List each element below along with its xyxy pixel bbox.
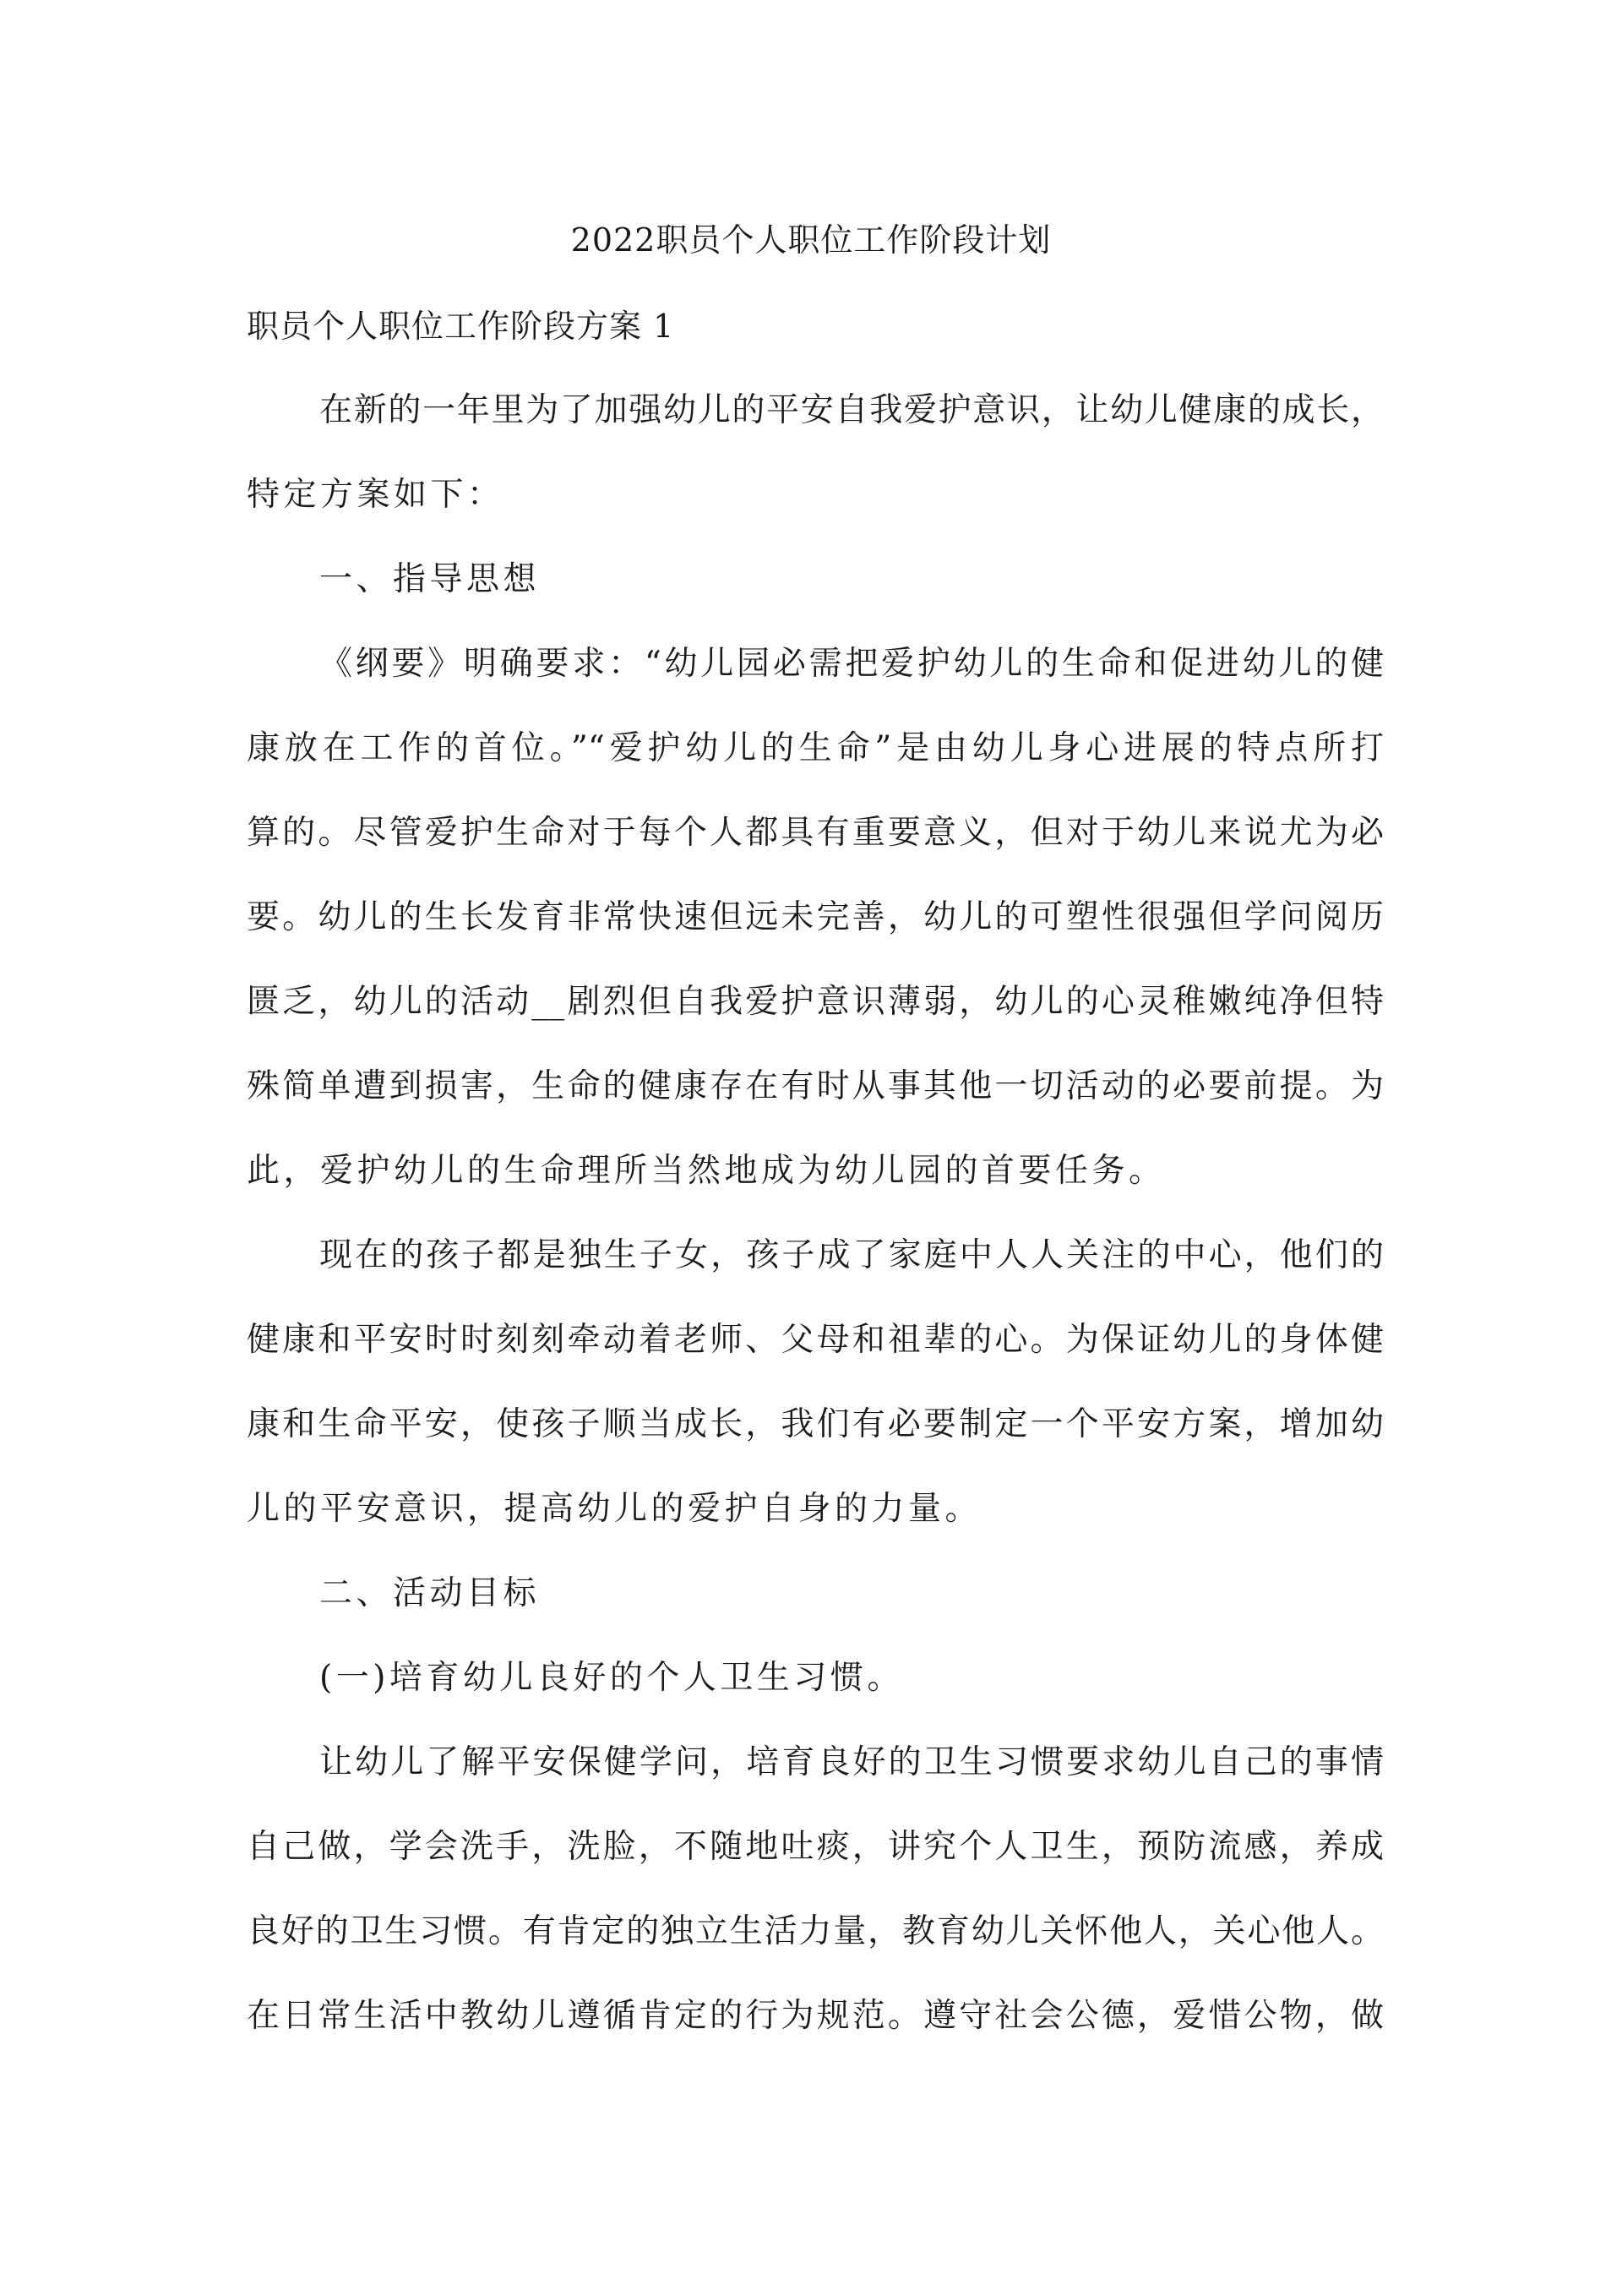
text-line: 自己做，学会洗手，洗脸，不随地吐痰，讲究个人卫生，预防流感，养成 <box>247 1828 1384 1866</box>
text-line: 现在的孩子都是独生子女，孩子成了家庭中人人关注的中心，他们的 <box>319 1236 1384 1274</box>
text-line: 康和生命平安，使孩子顺当成长，我们有必要制定一个平安方案，增加幼 <box>247 1405 1384 1443</box>
section-subtitle: 职员个人职位工作阶段方案 1 <box>247 308 675 345</box>
subsection-heading: (一)培育幼儿良好的个人卫生习惯。 <box>319 1659 904 1697</box>
section-heading: 二、活动目标 <box>319 1574 541 1612</box>
text-line: 在新的一年里为了加强幼儿的平安自我爱护意识，让幼儿健康的成长， <box>319 391 1384 429</box>
text-line: 匮乏，幼儿的活动__剧烈但自我爱护意识薄弱，幼儿的心灵稚嫩纯净但特 <box>247 983 1384 1021</box>
document-title: 2022职员个人职位工作阶段计划 <box>570 221 1052 259</box>
text-line: 算的。尽管爱护生命对于每个人都具有重要意义，但对于幼儿来说尤为必 <box>247 814 1384 852</box>
text-line: 特定方案如下： <box>247 476 504 514</box>
text-line: 殊简单遭到损害，生命的健康存在有时从事其他一切活动的必要前提。为 <box>247 1067 1384 1105</box>
text-line: 此，爱护幼儿的生命理所当然地成为幼儿园的首要任务。 <box>247 1152 1166 1190</box>
text-line: 康放在工作的首位。”“爱护幼儿的生命”是由幼儿身心进展的特点所打 <box>247 729 1384 767</box>
text-line: 要。幼儿的生长发育非常快速但远未完善，幼儿的可塑性很强但学问阅历 <box>247 898 1384 936</box>
text-line: 良好的卫生习惯。有肯定的独立生活力量，教育幼儿关怀他人，关心他人。 <box>247 1912 1384 1950</box>
text-line: 在日常生活中教幼儿遵循肯定的行为规范。遵守社会公德，爱惜公物，做 <box>247 1997 1384 2035</box>
section-heading: 一、指导思想 <box>319 560 541 598</box>
text-line: 儿的平安意识，提高幼儿的爱护自身的力量。 <box>247 1490 982 1528</box>
text-line: 健康和平安时时刻刻牵动着老师、父母和祖辈的心。为保证幼儿的身体健 <box>247 1321 1384 1359</box>
text-line: 让幼儿了解平安保健学问，培育良好的卫生习惯要求幼儿自己的事情 <box>319 1743 1384 1781</box>
text-line: 《纲要》明确要求：“幼儿园必需把爱护幼儿的生命和促进幼儿的健 <box>319 645 1384 683</box>
